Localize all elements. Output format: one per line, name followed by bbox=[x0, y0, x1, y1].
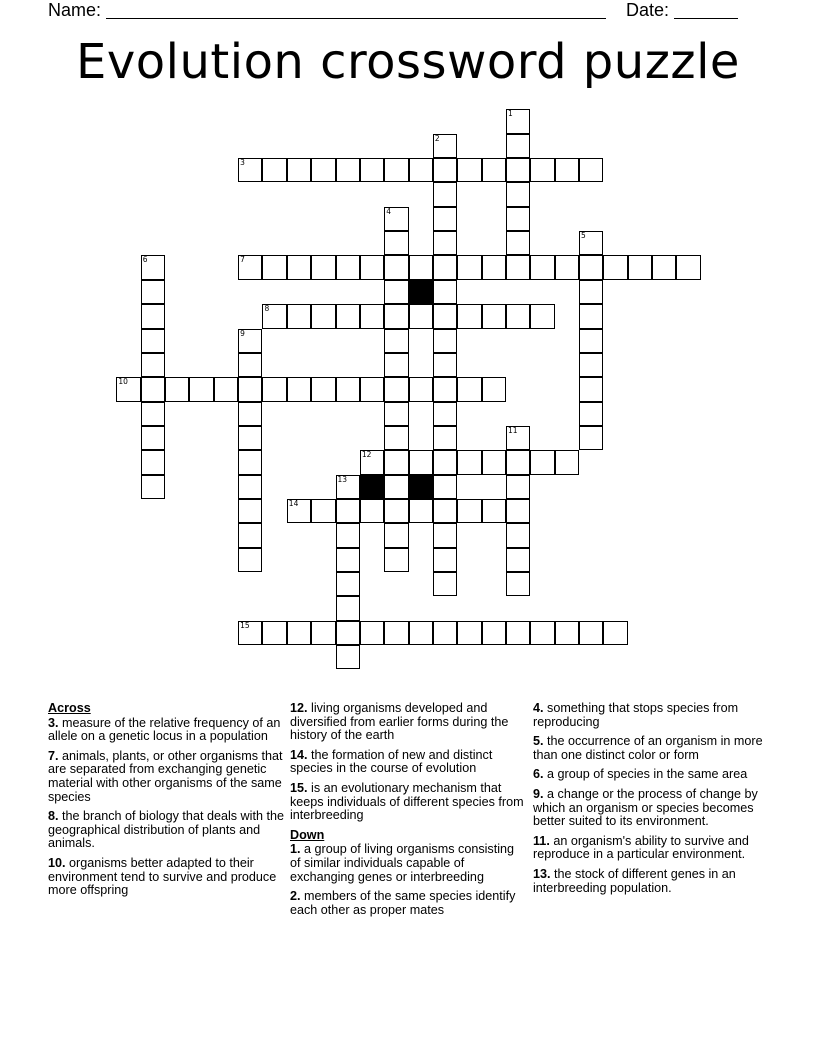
grid-cell[interactable] bbox=[482, 158, 506, 182]
grid-cell[interactable] bbox=[336, 475, 360, 499]
grid-cell[interactable] bbox=[555, 621, 579, 645]
clue-across-15: 15. is an evolutionary mechanism that keeps individuals of different species from interbreeding bbox=[290, 780, 524, 823]
grid-cell[interactable] bbox=[530, 158, 554, 182]
grid-cell[interactable] bbox=[482, 304, 506, 328]
grid-cell[interactable] bbox=[457, 621, 481, 645]
grid-cell[interactable] bbox=[384, 621, 408, 645]
grid-cell[interactable] bbox=[506, 255, 530, 279]
grid-cell[interactable] bbox=[189, 377, 213, 401]
grid-cell[interactable] bbox=[482, 377, 506, 401]
grid-cell[interactable] bbox=[433, 450, 457, 474]
grid-cell[interactable] bbox=[506, 426, 530, 450]
grid-cell[interactable] bbox=[433, 475, 457, 499]
clue-number: 8 bbox=[264, 304, 270, 314]
grid-cell[interactable] bbox=[141, 255, 165, 279]
name-line[interactable] bbox=[106, 0, 606, 19]
grid-cell[interactable] bbox=[360, 621, 384, 645]
clue-number: 14 bbox=[288, 498, 299, 508]
clue-across-8: 8. the branch of biology that deals with the geographical distribution of plants and animals. bbox=[48, 809, 284, 851]
grid-cell[interactable] bbox=[238, 548, 262, 572]
across-heading: Across bbox=[48, 701, 91, 715]
grid-cell[interactable] bbox=[384, 450, 408, 474]
grid-cell[interactable] bbox=[384, 402, 408, 426]
grid-cell[interactable] bbox=[433, 499, 457, 523]
grid-cell[interactable] bbox=[628, 255, 652, 279]
grid-cell[interactable] bbox=[409, 621, 433, 645]
clue-number: 13 bbox=[337, 474, 348, 484]
grid-cell[interactable] bbox=[506, 548, 530, 572]
grid-cell[interactable] bbox=[360, 158, 384, 182]
grid-cell[interactable] bbox=[482, 499, 506, 523]
clue-number: 3 bbox=[240, 158, 245, 168]
clue-down-6: 6. a group of species in the same area bbox=[533, 767, 748, 782]
grid-cell[interactable] bbox=[506, 621, 530, 645]
grid-cell[interactable] bbox=[287, 377, 311, 401]
clue-down-4: 4. something that stops species from reproducing bbox=[533, 701, 739, 729]
grid-cell[interactable] bbox=[579, 280, 603, 304]
grid-cell[interactable] bbox=[360, 304, 384, 328]
clue-across-7: 7. animals, plants, or other organisms that are separated from exchanging genetic material with other organisms of the same species bbox=[48, 748, 283, 804]
grid-cell[interactable] bbox=[360, 450, 384, 474]
grid-cell[interactable] bbox=[311, 304, 335, 328]
grid-cell[interactable] bbox=[506, 207, 530, 231]
grid-cell[interactable] bbox=[214, 377, 238, 401]
grid-cell[interactable] bbox=[409, 255, 433, 279]
grid-cell[interactable] bbox=[262, 377, 286, 401]
black-cell bbox=[409, 475, 433, 499]
grid-cell[interactable] bbox=[555, 450, 579, 474]
grid-cell[interactable] bbox=[506, 450, 530, 474]
grid-cell[interactable] bbox=[457, 304, 481, 328]
grid-cell[interactable] bbox=[287, 255, 311, 279]
grid-cell[interactable] bbox=[287, 499, 311, 523]
grid-cell[interactable] bbox=[433, 523, 457, 547]
grid-cell[interactable] bbox=[433, 548, 457, 572]
clue-number: 12 bbox=[361, 450, 372, 460]
grid-cell[interactable] bbox=[433, 353, 457, 377]
grid-cell[interactable] bbox=[384, 377, 408, 401]
clue-number: 15 bbox=[240, 620, 250, 630]
grid-cell[interactable] bbox=[384, 353, 408, 377]
grid-cell[interactable] bbox=[384, 304, 408, 328]
grid-cell[interactable] bbox=[262, 255, 286, 279]
grid-cell[interactable] bbox=[384, 499, 408, 523]
grid-cell[interactable] bbox=[409, 377, 433, 401]
grid-cell[interactable] bbox=[579, 158, 603, 182]
grid-cell[interactable] bbox=[433, 182, 457, 206]
grid-cell[interactable] bbox=[238, 158, 262, 182]
grid-cell[interactable] bbox=[433, 158, 457, 182]
grid-cell[interactable] bbox=[433, 134, 457, 158]
clue-down-1: 1. a group of living organisms consisting of similar individuals capable of exchanging genes or interbreeding bbox=[290, 842, 515, 884]
grid-cell[interactable] bbox=[336, 572, 360, 596]
grid-cell[interactable] bbox=[530, 304, 554, 328]
grid-cell[interactable] bbox=[238, 426, 262, 450]
clue-across-3: 3. measure of the relative frequency of an allele on a genetic locus in a population bbox=[48, 715, 281, 744]
grid-cell[interactable] bbox=[506, 572, 530, 596]
date-line[interactable] bbox=[674, 0, 738, 19]
clue-down-9: 9. a change or the process of change by which an organism or species becomes better suited to its environment. bbox=[533, 786, 758, 829]
grid-cell[interactable] bbox=[384, 280, 408, 304]
grid-cell[interactable] bbox=[238, 255, 262, 279]
grid-cell[interactable] bbox=[384, 329, 408, 353]
grid-cell[interactable] bbox=[238, 402, 262, 426]
grid-cell[interactable] bbox=[336, 645, 360, 669]
grid-cell[interactable] bbox=[384, 207, 408, 231]
clue-across-10: 10. organisms better adapted to their environment tend to survive and produce more offspring bbox=[48, 855, 277, 898]
grid-cell[interactable] bbox=[336, 255, 360, 279]
grid-cell[interactable] bbox=[311, 621, 335, 645]
clue-number: 9 bbox=[240, 328, 245, 338]
grid-cell[interactable] bbox=[384, 523, 408, 547]
grid-cell[interactable] bbox=[579, 304, 603, 328]
grid-cell[interactable] bbox=[311, 255, 335, 279]
grid-cell[interactable] bbox=[457, 499, 481, 523]
grid-cell[interactable] bbox=[336, 548, 360, 572]
grid-cell[interactable] bbox=[506, 231, 530, 255]
grid-cell[interactable] bbox=[384, 158, 408, 182]
grid-cell[interactable] bbox=[311, 499, 335, 523]
grid-cell[interactable] bbox=[482, 255, 506, 279]
grid-cell[interactable] bbox=[238, 450, 262, 474]
grid-cell[interactable] bbox=[336, 596, 360, 620]
clue-down-13: 13. the stock of different genes in an interbreeding population. bbox=[533, 866, 736, 895]
grid-cell[interactable] bbox=[238, 475, 262, 499]
grid-cell[interactable] bbox=[506, 499, 530, 523]
grid-cell[interactable] bbox=[384, 426, 408, 450]
grid-cell[interactable] bbox=[579, 329, 603, 353]
grid-cell[interactable] bbox=[141, 329, 165, 353]
grid-cell[interactable] bbox=[530, 255, 554, 279]
grid-cell[interactable] bbox=[116, 377, 140, 401]
grid-cell[interactable] bbox=[457, 255, 481, 279]
clue-down-2: 2. members of the same species identify each other as proper mates bbox=[290, 889, 516, 917]
grid-cell[interactable] bbox=[409, 450, 433, 474]
grid-cell[interactable] bbox=[287, 304, 311, 328]
grid-cell[interactable] bbox=[579, 621, 603, 645]
clue-number: 10 bbox=[118, 377, 128, 387]
grid-cell[interactable] bbox=[262, 304, 286, 328]
grid-cell[interactable] bbox=[506, 304, 530, 328]
grid-cell[interactable] bbox=[165, 377, 189, 401]
grid-cell[interactable] bbox=[262, 621, 286, 645]
grid-cell[interactable] bbox=[506, 158, 530, 182]
grid-cell[interactable] bbox=[506, 109, 530, 133]
grid-cell[interactable] bbox=[287, 158, 311, 182]
grid-cell[interactable] bbox=[530, 621, 554, 645]
grid-cell[interactable] bbox=[336, 523, 360, 547]
grid-cell[interactable] bbox=[336, 499, 360, 523]
grid-cell[interactable] bbox=[433, 329, 457, 353]
grid-cell[interactable] bbox=[506, 523, 530, 547]
clues-column-2 bbox=[290, 702, 528, 923]
grid-cell[interactable] bbox=[409, 499, 433, 523]
crossword-grid bbox=[117, 110, 702, 670]
grid-cell[interactable] bbox=[457, 158, 481, 182]
grid-cell[interactable] bbox=[579, 353, 603, 377]
grid-cell[interactable] bbox=[141, 450, 165, 474]
grid-cell[interactable] bbox=[287, 621, 311, 645]
grid-cell[interactable] bbox=[433, 377, 457, 401]
black-cell bbox=[409, 280, 433, 304]
grid-cell[interactable] bbox=[433, 402, 457, 426]
name-field[interactable] bbox=[48, 0, 606, 21]
grid-cell[interactable] bbox=[457, 450, 481, 474]
page-title: Evolution crossword puzzle bbox=[76, 34, 740, 90]
grid-cell[interactable] bbox=[141, 402, 165, 426]
clue-number: 2 bbox=[434, 133, 440, 143]
grid-cell[interactable] bbox=[409, 158, 433, 182]
grid-cell[interactable] bbox=[579, 255, 603, 279]
clue-down-11: 11. an organism's ability to survive and reproduce in a particular environment. bbox=[533, 833, 749, 862]
grid-cell[interactable] bbox=[603, 621, 627, 645]
grid-cell[interactable] bbox=[238, 499, 262, 523]
grid-cell[interactable] bbox=[336, 158, 360, 182]
grid-cell[interactable] bbox=[262, 158, 286, 182]
grid-cell[interactable] bbox=[433, 255, 457, 279]
grid-cell[interactable] bbox=[238, 377, 262, 401]
grid-cell[interactable] bbox=[579, 231, 603, 255]
date-field[interactable] bbox=[626, 0, 738, 21]
grid-cell[interactable] bbox=[141, 426, 165, 450]
clue-number: 5 bbox=[581, 231, 586, 241]
clue-number: 1 bbox=[507, 109, 513, 119]
grid-cell[interactable] bbox=[336, 304, 360, 328]
clues-column-1 bbox=[48, 702, 286, 904]
grid-cell[interactable] bbox=[433, 231, 457, 255]
grid-cell[interactable] bbox=[676, 255, 700, 279]
grid-cell[interactable] bbox=[336, 377, 360, 401]
grid-cell[interactable] bbox=[141, 475, 165, 499]
black-cell bbox=[360, 475, 384, 499]
down-heading: Down bbox=[290, 827, 325, 842]
grid-cell[interactable] bbox=[506, 475, 530, 499]
clue-across-14: 14. the formation of new and distinct species in the course of evolution bbox=[290, 747, 493, 776]
grid-cell[interactable] bbox=[311, 377, 335, 401]
grid-cell[interactable] bbox=[141, 280, 165, 304]
grid-cell[interactable] bbox=[336, 621, 360, 645]
grid-cell[interactable] bbox=[579, 377, 603, 401]
grid-cell[interactable] bbox=[433, 304, 457, 328]
grid-cell[interactable] bbox=[433, 280, 457, 304]
grid-cell[interactable] bbox=[384, 231, 408, 255]
grid-cell[interactable] bbox=[360, 499, 384, 523]
grid-cell[interactable] bbox=[141, 377, 165, 401]
date-label: Date: bbox=[626, 0, 670, 20]
grid-cell[interactable] bbox=[482, 450, 506, 474]
clues-column-3 bbox=[533, 702, 771, 901]
grid-cell[interactable] bbox=[238, 329, 262, 353]
grid-cell[interactable] bbox=[652, 255, 676, 279]
grid-cell[interactable] bbox=[506, 134, 530, 158]
grid-cell[interactable] bbox=[384, 475, 408, 499]
grid-cell[interactable] bbox=[555, 255, 579, 279]
grid-cell[interactable] bbox=[579, 426, 603, 450]
grid-cell[interactable] bbox=[360, 377, 384, 401]
grid-cell[interactable] bbox=[433, 426, 457, 450]
grid-cell[interactable] bbox=[238, 523, 262, 547]
grid-cell[interactable] bbox=[482, 621, 506, 645]
grid-cell[interactable] bbox=[238, 353, 262, 377]
grid-cell[interactable] bbox=[433, 621, 457, 645]
grid-cell[interactable] bbox=[433, 207, 457, 231]
clue-down-5: 5. the occurrence of an organism in more than one distinct color or form bbox=[533, 734, 763, 762]
grid-cell[interactable] bbox=[311, 158, 335, 182]
clue-across-12: 12. living organisms developed and diversified from earlier forms during the history of the earth bbox=[290, 701, 509, 743]
clue-number: 6 bbox=[142, 255, 148, 265]
grid-cell[interactable] bbox=[603, 255, 627, 279]
grid-cell[interactable] bbox=[141, 353, 165, 377]
clue-number: 4 bbox=[386, 206, 391, 216]
grid-cell[interactable] bbox=[530, 450, 554, 474]
grid-cell[interactable] bbox=[360, 255, 384, 279]
grid-cell[interactable] bbox=[238, 621, 262, 645]
grid-cell[interactable] bbox=[433, 572, 457, 596]
grid-cell[interactable] bbox=[457, 377, 481, 401]
name-label: Name: bbox=[48, 0, 102, 20]
clue-number: 11 bbox=[507, 425, 518, 435]
grid-cell[interactable] bbox=[409, 304, 433, 328]
grid-cell[interactable] bbox=[506, 182, 530, 206]
grid-cell[interactable] bbox=[555, 158, 579, 182]
clue-number: 7 bbox=[240, 255, 245, 265]
grid-cell[interactable] bbox=[384, 255, 408, 279]
grid-cell[interactable] bbox=[141, 304, 165, 328]
grid-cell[interactable] bbox=[579, 402, 603, 426]
grid-cell[interactable] bbox=[384, 548, 408, 572]
